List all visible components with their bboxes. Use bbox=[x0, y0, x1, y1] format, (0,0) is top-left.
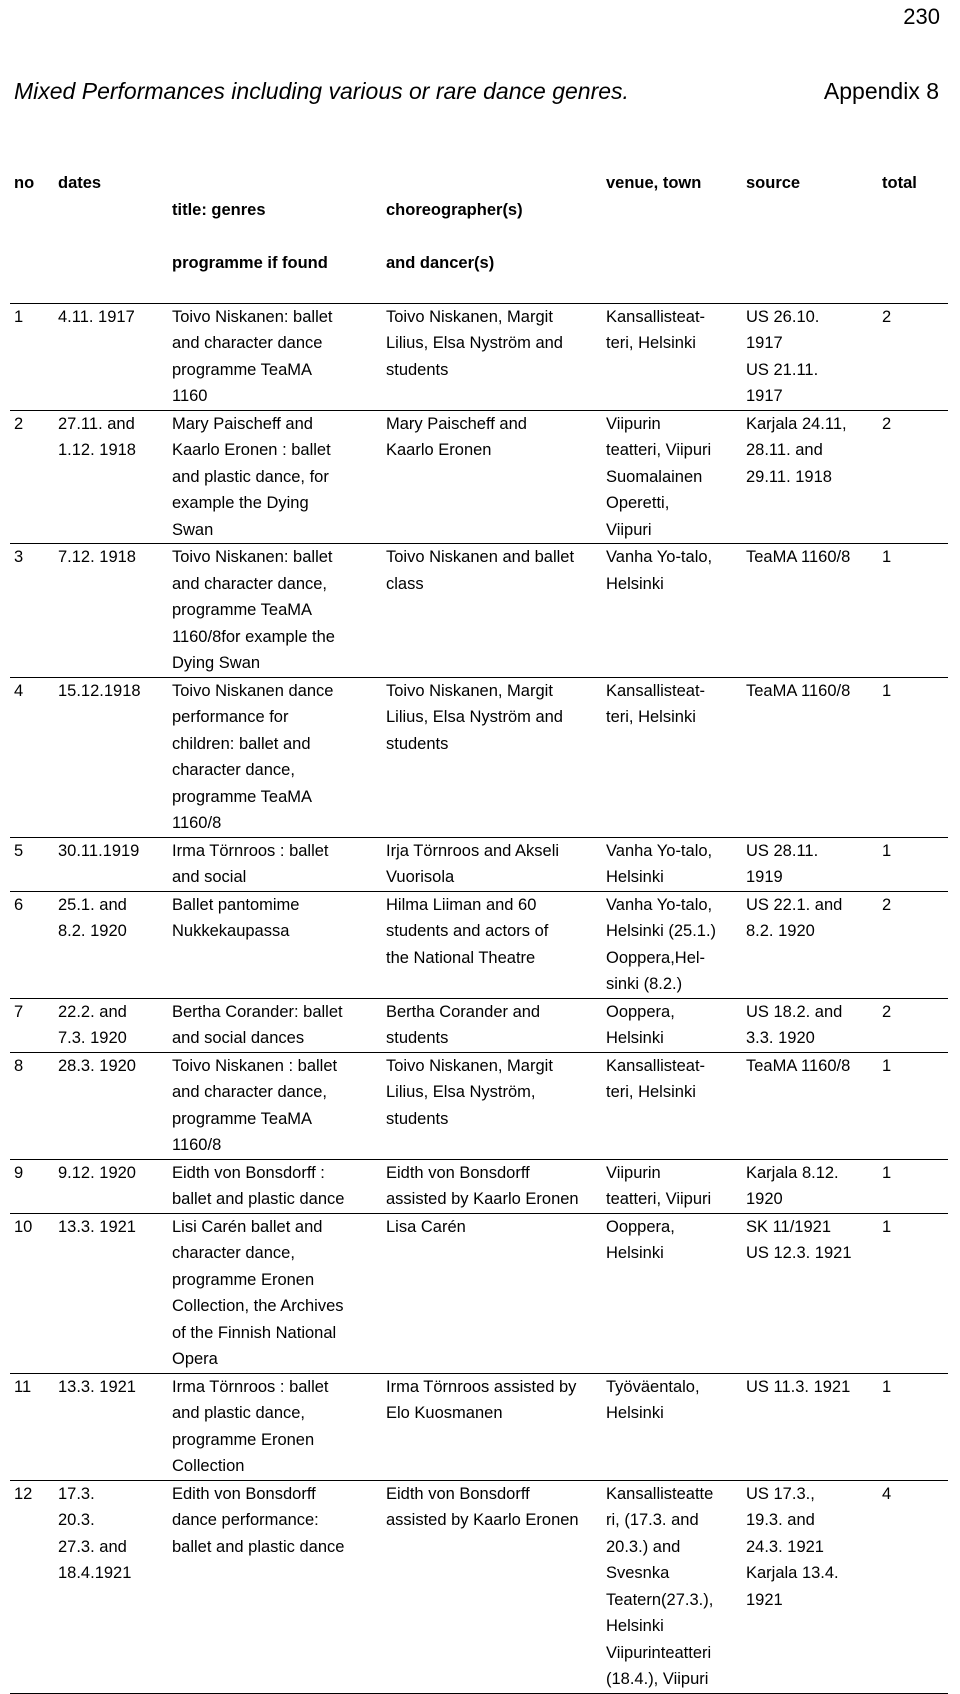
cell-title: Toivo Niskanen: ballet and character dance programme TeaMA 1160 bbox=[168, 303, 382, 410]
header-choreographer bbox=[382, 170, 602, 303]
cell-total: 2 bbox=[878, 891, 948, 998]
cell-source: Karjala 24.11, 28.11. and 29.11. 1918 bbox=[742, 410, 878, 544]
cell-title: Bertha Corander: ballet and social dances bbox=[168, 998, 382, 1052]
cell-source: SK 11/1921 US 12.3. 1921 bbox=[742, 1213, 878, 1373]
header-title bbox=[168, 170, 382, 303]
cell-choreographer: Eidth von Bonsdorff assisted by Kaarlo Eronen bbox=[382, 1480, 602, 1693]
table-row bbox=[10, 1213, 948, 1373]
cell-title: Ballet pantomime Nukkekaupassa bbox=[168, 891, 382, 998]
cell-total: 2 bbox=[878, 410, 948, 544]
cell-source: TeaMA 1160/8 bbox=[742, 677, 878, 837]
table-row bbox=[10, 1480, 948, 1693]
cell-dates: 30.11.1919 bbox=[54, 837, 168, 891]
cell-choreographer: Irma Törnroos assisted by Elo Kuosmanen bbox=[382, 1373, 602, 1480]
cell-dates: 15.12.1918 bbox=[54, 677, 168, 837]
table-row bbox=[10, 1052, 948, 1159]
cell-source: US 11.3. 1921 bbox=[742, 1373, 878, 1480]
cell-source: TeaMA 1160/8 bbox=[742, 544, 878, 678]
cell-no: 6 bbox=[10, 891, 54, 998]
cell-source: TeaMA 1160/8 bbox=[742, 1052, 878, 1159]
cell-source: US 28.11. 1919 bbox=[742, 837, 878, 891]
cell-total: 1 bbox=[878, 544, 948, 678]
cell-venue: Vanha Yo-talo, Helsinki bbox=[602, 544, 742, 678]
cell-no: 7 bbox=[10, 998, 54, 1052]
cell-total: 1 bbox=[878, 837, 948, 891]
cell-no: 12 bbox=[10, 1480, 54, 1693]
cell-choreographer: Toivo Niskanen and ballet class bbox=[382, 544, 602, 678]
cell-title: Irma Törnroos : ballet and social bbox=[168, 837, 382, 891]
table-header-row bbox=[10, 170, 948, 303]
cell-no: 2 bbox=[10, 410, 54, 544]
cell-title: Toivo Niskanen: ballet and character dance, programme TeaMA 1160/8for example the Dying Swan bbox=[168, 544, 382, 678]
cell-total: 1 bbox=[878, 1373, 948, 1480]
cell-venue: Viipurin teatteri, Viipuri bbox=[602, 1159, 742, 1213]
table-row bbox=[10, 891, 948, 998]
cell-dates: 7.12. 1918 bbox=[54, 544, 168, 678]
cell-choreographer: Toivo Niskanen, Margit Lilius, Elsa Nyström, students bbox=[382, 1052, 602, 1159]
cell-venue: Viipurin teatteri, Viipuri Suomalainen Operetti, Viipuri bbox=[602, 410, 742, 544]
cell-dates: 22.2. and 7.3. 1920 bbox=[54, 998, 168, 1052]
cell-choreographer: Toivo Niskanen, Margit Lilius, Elsa Nyström and students bbox=[382, 303, 602, 410]
cell-source: US 22.1. and 8.2. 1920 bbox=[742, 891, 878, 998]
cell-dates: 27.11. and 1.12. 1918 bbox=[54, 410, 168, 544]
cell-title: Eidth von Bonsdorff : ballet and plastic dance bbox=[168, 1159, 382, 1213]
cell-total: 1 bbox=[878, 1052, 948, 1159]
header-choreographer-line2: and dancer(s) bbox=[386, 253, 495, 272]
performances-table bbox=[10, 170, 948, 1694]
table-row bbox=[10, 544, 948, 678]
cell-venue: Kansallisteatte ri, (17.3. and 20.3.) and Svesnka Teatern(27.3.), Helsinki Viipurinteatteri (18.4.), Viipuri bbox=[602, 1480, 742, 1693]
appendix-label: Appendix 8 bbox=[823, 78, 939, 104]
cell-title: Toivo Niskanen dance performance for children: ballet and character dance, programme TeaMA 1160/8 bbox=[168, 677, 382, 837]
cell-no: 8 bbox=[10, 1052, 54, 1159]
header-title-line1: title: genres bbox=[172, 200, 266, 219]
cell-total: 1 bbox=[878, 677, 948, 837]
page-title: Mixed Performances including various or rare dance genres. bbox=[14, 78, 629, 104]
cell-dates: 25.1. and 8.2. 1920 bbox=[54, 891, 168, 998]
page-heading bbox=[14, 78, 939, 105]
cell-dates: 13.3. 1921 bbox=[54, 1373, 168, 1480]
cell-source: US 18.2. and 3.3. 1920 bbox=[742, 998, 878, 1052]
cell-venue: Ooppera, Helsinki bbox=[602, 1213, 742, 1373]
page-number: 230 bbox=[903, 4, 940, 29]
cell-total: 2 bbox=[878, 303, 948, 410]
table-row bbox=[10, 677, 948, 837]
cell-no: 3 bbox=[10, 544, 54, 678]
cell-dates: 4.11. 1917 bbox=[54, 303, 168, 410]
cell-total: 4 bbox=[878, 1480, 948, 1693]
table-row bbox=[10, 1373, 948, 1480]
cell-source: US 26.10. 1917 US 21.11. 1917 bbox=[742, 303, 878, 410]
table-row bbox=[10, 998, 948, 1052]
header-total: total bbox=[878, 170, 948, 303]
cell-title: Mary Paischeff and Kaarlo Eronen : ballet and plastic dance, for example the Dying Swan bbox=[168, 410, 382, 544]
cell-source: US 17.3., 19.3. and 24.3. 1921 Karjala 13.4. 1921 bbox=[742, 1480, 878, 1693]
header-title-line2: programme if found bbox=[172, 253, 328, 272]
cell-title: Lisi Carén ballet and character dance, programme Eronen Collection, the Archives of the Finnish National Opera bbox=[168, 1213, 382, 1373]
cell-venue: Kansallisteat- teri, Helsinki bbox=[602, 303, 742, 410]
cell-venue: Vanha Yo-talo, Helsinki (25.1.) Ooppera,Hel- sinki (8.2.) bbox=[602, 891, 742, 998]
table-row bbox=[10, 303, 948, 410]
cell-total: 2 bbox=[878, 998, 948, 1052]
cell-title: Toivo Niskanen : ballet and character dance, programme TeaMA 1160/8 bbox=[168, 1052, 382, 1159]
cell-choreographer: Mary Paischeff and Kaarlo Eronen bbox=[382, 410, 602, 544]
cell-total: 1 bbox=[878, 1213, 948, 1373]
cell-dates: 28.3. 1920 bbox=[54, 1052, 168, 1159]
header-no: no bbox=[10, 170, 54, 303]
table-body bbox=[10, 303, 948, 1693]
header-dates: dates bbox=[54, 170, 168, 303]
cell-no: 11 bbox=[10, 1373, 54, 1480]
header-source: source bbox=[742, 170, 878, 303]
cell-total: 1 bbox=[878, 1159, 948, 1213]
cell-no: 4 bbox=[10, 677, 54, 837]
cell-venue: Vanha Yo-talo, Helsinki bbox=[602, 837, 742, 891]
table-row bbox=[10, 410, 948, 544]
cell-venue: Työväentalo, Helsinki bbox=[602, 1373, 742, 1480]
cell-dates: 13.3. 1921 bbox=[54, 1213, 168, 1373]
cell-no: 1 bbox=[10, 303, 54, 410]
table-row bbox=[10, 837, 948, 891]
cell-dates: 17.3. 20.3. 27.3. and 18.4.1921 bbox=[54, 1480, 168, 1693]
cell-choreographer: Bertha Corander and students bbox=[382, 998, 602, 1052]
header-venue: venue, town bbox=[602, 170, 742, 303]
cell-choreographer: Toivo Niskanen, Margit Lilius, Elsa Nyström and students bbox=[382, 677, 602, 837]
cell-venue: Kansallisteat- teri, Helsinki bbox=[602, 677, 742, 837]
cell-choreographer: Lisa Carén bbox=[382, 1213, 602, 1373]
cell-no: 10 bbox=[10, 1213, 54, 1373]
cell-choreographer: Eidth von Bonsdorff assisted by Kaarlo Eronen bbox=[382, 1159, 602, 1213]
cell-no: 9 bbox=[10, 1159, 54, 1213]
table-row bbox=[10, 1159, 948, 1213]
cell-title: Irma Törnroos : ballet and plastic dance, programme Eronen Collection bbox=[168, 1373, 382, 1480]
cell-venue: Ooppera, Helsinki bbox=[602, 998, 742, 1052]
cell-choreographer: Irja Törnroos and Akseli Vuorisola bbox=[382, 837, 602, 891]
cell-source: Karjala 8.12. 1920 bbox=[742, 1159, 878, 1213]
header-choreographer-line1: choreographer(s) bbox=[386, 200, 523, 219]
cell-choreographer: Hilma Liiman and 60 students and actors of the National Theatre bbox=[382, 891, 602, 998]
cell-title: Edith von Bonsdorff dance performance: ballet and plastic dance bbox=[168, 1480, 382, 1693]
cell-no: 5 bbox=[10, 837, 54, 891]
cell-dates: 9.12. 1920 bbox=[54, 1159, 168, 1213]
cell-venue: Kansallisteat- teri, Helsinki bbox=[602, 1052, 742, 1159]
